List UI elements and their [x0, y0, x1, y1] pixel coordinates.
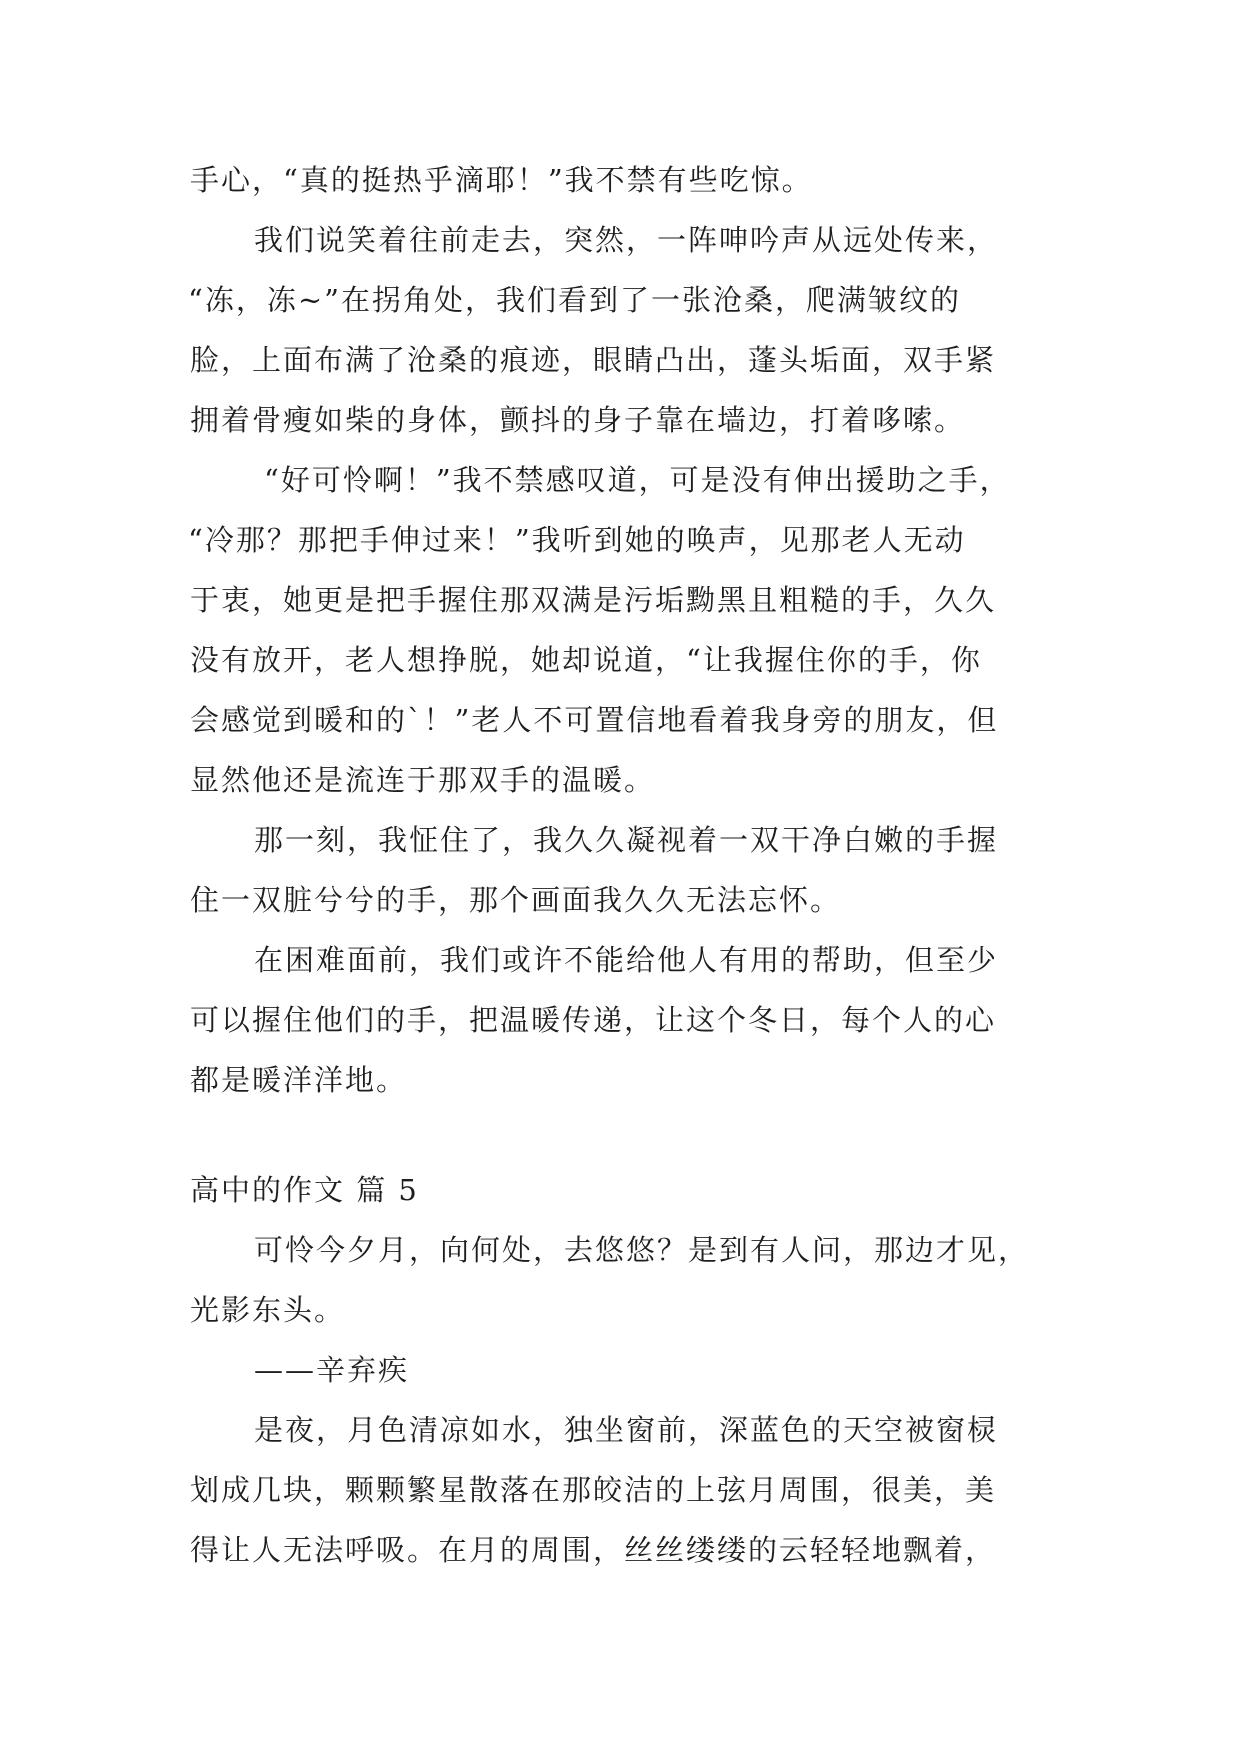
- text-line: “好可怜啊！”我不禁感叹道，可是没有伸出援助之手，: [264, 463, 1011, 497]
- text-line: 可怜今夕月，向何处，去悠悠？是到有人问，那边才见，: [254, 1233, 1030, 1267]
- text-line: 是夜，月色清凉如水，独坐窗前，深蓝色的天空被窗棂: [254, 1413, 999, 1447]
- text-line: 得让人无法呼吸。在月的周围，丝丝缕缕的云轻轻地飘着，: [190, 1533, 997, 1567]
- text-line: 于衷，她更是把手握住那双满是污垢黝黑且粗糙的手，久久: [190, 583, 997, 617]
- text-line: 没有放开，老人想挣脱，她却说道，“让我握住你的手，你: [190, 643, 982, 677]
- text-line: “冻，冻~”在拐角处，我们看到了一张沧桑，爬满皱纹的: [188, 283, 961, 317]
- text-line: 都是暖洋洋地。: [190, 1063, 408, 1097]
- text-line: 在困难面前，我们或许不能给他人有用的帮助，但至少: [254, 943, 999, 977]
- text-line: 拥着骨瘦如柴的身体，颤抖的身子靠在墙边，打着哆嗦。: [190, 403, 966, 437]
- text-line: “冷那？那把手伸过来！”我听到她的唤声，见那老人无动: [188, 523, 966, 557]
- text-line: 可以握住他们的手，把温暖传递，让这个冬日，每个人的心: [190, 1003, 997, 1037]
- text-line: 我们说笑着往前走去，突然，一阵呻吟声从远处传来，: [254, 223, 999, 257]
- text-line: 划成几块，颗颗繁星散落在那皎洁的上弦月周围，很美，美: [190, 1473, 997, 1507]
- text-line: 手心，“真的挺热乎滴耶！”我不禁有些吃惊。: [190, 163, 813, 197]
- text-line: 脸，上面布满了沧桑的痕迹，眼睛凸出，蓬头垢面，双手紧: [190, 343, 997, 377]
- text-line: 会感觉到暖和的`！”老人不可置信地看着我身旁的朋友，但: [190, 703, 999, 737]
- text-line: 光影东头。: [190, 1293, 346, 1327]
- text-line: 显然他还是流连于那双手的温暖。: [190, 763, 656, 797]
- text-line: 住一双脏兮兮的手，那个画面我久久无法忘怀。: [190, 883, 842, 917]
- text-line: 那一刻，我怔住了，我久久凝视着一双干净白嫩的手握: [254, 823, 999, 857]
- section-heading: 高中的作文 篇 5: [190, 1173, 419, 1207]
- attribution-line: ——辛弃疾: [254, 1353, 410, 1387]
